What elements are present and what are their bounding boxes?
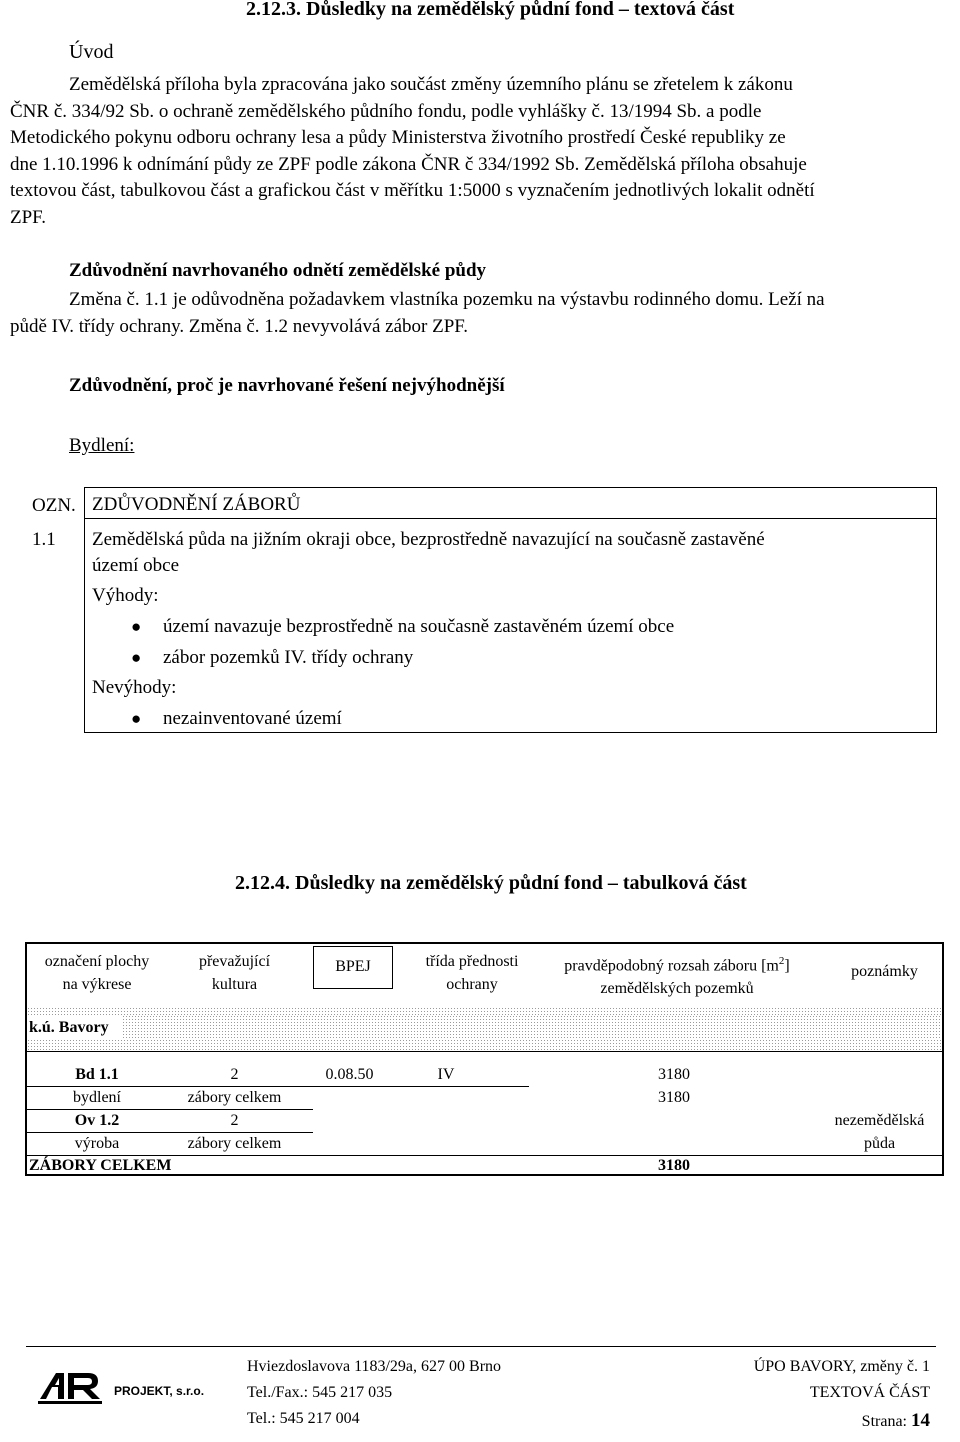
col-header-text: pravděpodobný rozsah záboru [m — [564, 957, 779, 975]
intro-line: Metodického pokynu odboru ochrany lesa a půdy Ministerstva životního prostředí České republiky ze — [10, 127, 786, 148]
vyhody-item — [92, 645, 930, 671]
cell-kultura: 2 — [230, 1066, 239, 1083]
col-header-line — [527, 950, 827, 977]
col-header-line: na výkrese — [62, 976, 132, 993]
cell-poznamky: nezemědělská — [834, 1112, 925, 1129]
footer-telfax: Tel./Fax.: 545 217 035 — [247, 1384, 393, 1401]
col-header-poznamky: poznámky — [851, 963, 918, 980]
cell-plocha: bydlení — [73, 1089, 121, 1106]
row-line: území obce — [92, 555, 180, 576]
col-header-line: ochrany — [446, 976, 498, 993]
col-header-line: převažující — [198, 953, 271, 970]
vyhody-item-text: území navazuje bezprostředně na současně zastavěném území obce — [163, 616, 675, 637]
col-header-oznaceni — [27, 950, 167, 996]
page-number: 14 — [911, 1410, 930, 1431]
zduvodneni-zaboru-header: ZDŮVODNĚNÍ ZÁBORŮ — [85, 488, 937, 519]
cell-kultura: zábory celkem — [187, 1135, 282, 1152]
vyhody-item — [92, 614, 930, 640]
proc-heading: Zdůvodnění, proč je navrhované řešení nejvýhodnější — [69, 375, 505, 396]
zpf-table — [25, 942, 944, 1176]
col-header-line: zemědělských pozemků — [600, 980, 754, 998]
zduvodneni-paragraph — [10, 287, 959, 340]
col-header-rozsah — [527, 950, 827, 1000]
logo-text: PROJEKT, s.r.o. — [114, 1384, 205, 1398]
hatch-band — [27, 1007, 942, 1015]
footer-tel: Tel.: 545 217 004 — [247, 1410, 360, 1427]
cell-kultura: zábory celkem — [187, 1089, 282, 1106]
company-logo — [36, 1367, 236, 1407]
col-header-line: třída přednosti — [425, 953, 519, 970]
cell-rozsah: 3180 — [658, 1089, 690, 1106]
bullet-icon: ● — [131, 648, 142, 667]
ozn-header: OZN. — [32, 494, 76, 516]
footer-page — [862, 1410, 930, 1432]
zduvodneni-line: Změna č. 1.1 je odůvodněna požadavkem vlastníka pozemku na výstavbu rodinného domu. Leží na — [69, 289, 825, 310]
footer-rule — [26, 1346, 936, 1347]
col-header-kultura — [167, 950, 302, 996]
nevyhody-label: Nevýhody: — [92, 677, 177, 698]
uvod-label: Úvod — [69, 41, 114, 63]
total-value: 3180 — [658, 1157, 690, 1174]
intro-line: textovou část, tabulkovou část a grafickou část v měřítku 1:5000 s vyznačením jednotlivých lokalit odnětí — [10, 180, 815, 201]
bullet-icon: ● — [131, 709, 142, 728]
row-divider — [363, 1086, 529, 1087]
col-header-line: kultura — [211, 976, 258, 993]
hatch-band — [122, 1015, 942, 1039]
zduvodneni-heading: Zdůvodnění navrhovaného odnětí zemědělské půdy — [69, 260, 487, 281]
hatch-band — [27, 1039, 942, 1051]
nevyhody-item — [92, 706, 930, 732]
section-title-tabulkova: 2.12.4. Důsledky na zemědělský půdní fond – tabulková část — [235, 872, 747, 894]
vyhody-label: Výhody: — [92, 585, 159, 606]
nevyhody-item-text: nezainventované území — [163, 708, 342, 729]
cell-plocha: Ov 1.2 — [74, 1112, 120, 1129]
cell-bpej: 0.08.50 — [325, 1066, 374, 1083]
page-label: Strana: — [861, 1413, 907, 1430]
col-header-sup: 2 — [778, 955, 785, 967]
row-id: 1.1 — [32, 528, 56, 550]
col-header-line: označení plochy — [44, 953, 150, 970]
cell-plocha: výroba — [74, 1135, 120, 1152]
zabory-table — [31, 487, 937, 733]
row-line: Zemědělská půda na jižním okraji obce, bezprostředně navazující na současně zastavěné — [92, 529, 765, 550]
footer-project: ÚPO BAVORY, změny č. 1 — [753, 1358, 930, 1375]
ku-label: k.ú. Bavory — [29, 1019, 109, 1036]
intro-line: Zemědělská příloha byla zpracována jako součást změny územního plánu se zřetelem k zákonu — [69, 74, 793, 95]
intro-line: ČNR č. 334/92 Sb. o ochraně zemědělského půdního fondu, podle vyhlášky č. 13/1994 Sb. a podle — [10, 100, 762, 122]
cell-kultura: 2 — [230, 1112, 239, 1129]
bydleni-label: Bydlení: — [69, 435, 135, 456]
cell-trida: IV — [437, 1066, 455, 1083]
col-header-text: ] — [784, 957, 790, 975]
cell-plocha: Bd 1.1 — [75, 1066, 119, 1083]
bullet-icon: ● — [131, 617, 142, 636]
intro-line: ZPF. — [10, 206, 46, 228]
row-divider — [27, 1051, 942, 1052]
col-header-bpej: BPEJ — [313, 946, 393, 989]
section-title-textova: 2.12.3. Důsledky na zemědělský půdní fond – textová část — [246, 0, 735, 20]
row-content — [85, 519, 937, 733]
total-label: ZÁBORY CELKEM — [29, 1157, 172, 1174]
footer-part: TEXTOVÁ ČÁST — [809, 1384, 930, 1401]
intro-line: dne 1.10.1996 k odnímání půdy ze ZPF podle zákona ČNR č 334/1992 Sb. Zemědělská příloha obsahuje — [10, 153, 807, 175]
cell-poznamky: půda — [863, 1135, 896, 1152]
intro-paragraph — [10, 72, 959, 231]
footer-address: Hviezdoslavova 1183/29a, 627 00 Brno — [247, 1358, 502, 1375]
cell-rozsah: 3180 — [658, 1066, 690, 1083]
vyhody-item-text: zábor pozemků IV. třídy ochrany — [163, 647, 414, 668]
zduvodneni-line: půdě IV. třídy ochrany. Změna č. 1.2 nevyvolává zábor ZPF. — [10, 315, 469, 337]
